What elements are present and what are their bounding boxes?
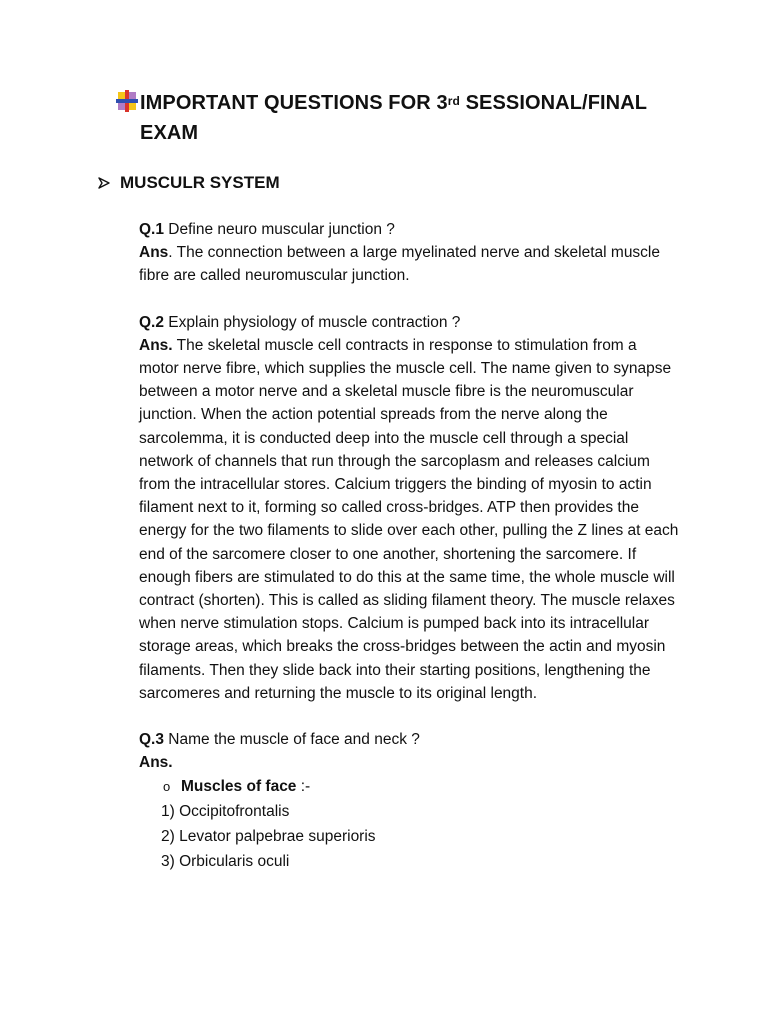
answer-label: Ans. <box>139 754 173 772</box>
answer-text: . The connection between a large myelinated nerve and skeletal muscle fibre are called neuromuscular junction. <box>139 244 660 285</box>
list-item: 1) Occipitofrontalis <box>161 803 290 821</box>
title-superscript: rd <box>447 94 460 108</box>
question-3 <box>139 728 679 874</box>
list-item: 3) Orbicularis oculi <box>161 853 290 871</box>
question-label: Q.3 <box>139 731 164 749</box>
section-heading-text: MUSCULR SYSTEM <box>120 173 280 192</box>
face-muscles-suffix: :- <box>296 778 311 796</box>
colored-cross-bullet-icon <box>116 90 138 112</box>
face-muscles-title: Muscles of face <box>181 778 297 796</box>
question-2 <box>139 311 679 705</box>
question-text: Name the muscle of face and neck ? <box>163 731 420 749</box>
question-1 <box>139 218 679 288</box>
title-part1: IMPORTANT QUESTIONS FOR 3 <box>140 92 448 114</box>
title-line2: EXAM <box>140 122 199 144</box>
page-title <box>140 88 676 148</box>
section-heading <box>98 171 280 195</box>
arrow-bullet-icon <box>98 171 112 195</box>
circle-bullet-icon: o <box>163 779 171 795</box>
answer-text: The skeletal muscle cell contracts in response to stimulation from a motor nerve fibre, which supplies the muscle cell. The name given to synapse between a motor nerve and a skeletal muscle fibre is the neuromuscular junction. When the action potential spreads from the nerve along the sarcolemma, it is conducted deep into the muscle cell through a special network of channels that run through the sarcoplasm and releases calcium from the intracellular stores. Calcium triggers the binding of myosin to actin filament next to it, forming so called cross-bridges. ATP then provides the energy for the two filaments to slide over each other, pulling the Z lines at each end of the sarcomere closer to one another, shortening the sarcomere. If enough fibers are stimulated to do this at the same time, the whole muscle will contract (shorten). This is called as sliding filament theory. The muscle relaxes when nerve stimulation stops. Calcium is pumped back into its intracellular storage areas, which breaks the cross-bridges between the actin and myosin filaments. Then they slide back into their starting positions, lengthening the sarcomeres and returning the muscle to its original length. <box>139 336 679 702</box>
answer-label: Ans. <box>139 336 173 354</box>
questions-content <box>139 218 679 874</box>
question-text: Define neuro muscular junction ? <box>163 221 395 238</box>
question-text: Explain physiology of muscle contraction ? <box>163 313 461 331</box>
answer-label: Ans <box>139 244 169 262</box>
page-title-block <box>116 88 676 148</box>
question-label: Q.1 <box>139 221 164 238</box>
title-part2: SESSIONAL/FINAL <box>459 92 648 114</box>
list-item: 2) Levator palpebrae superioris <box>161 828 376 846</box>
question-label: Q.2 <box>139 313 164 331</box>
face-muscles-heading <box>163 774 679 799</box>
